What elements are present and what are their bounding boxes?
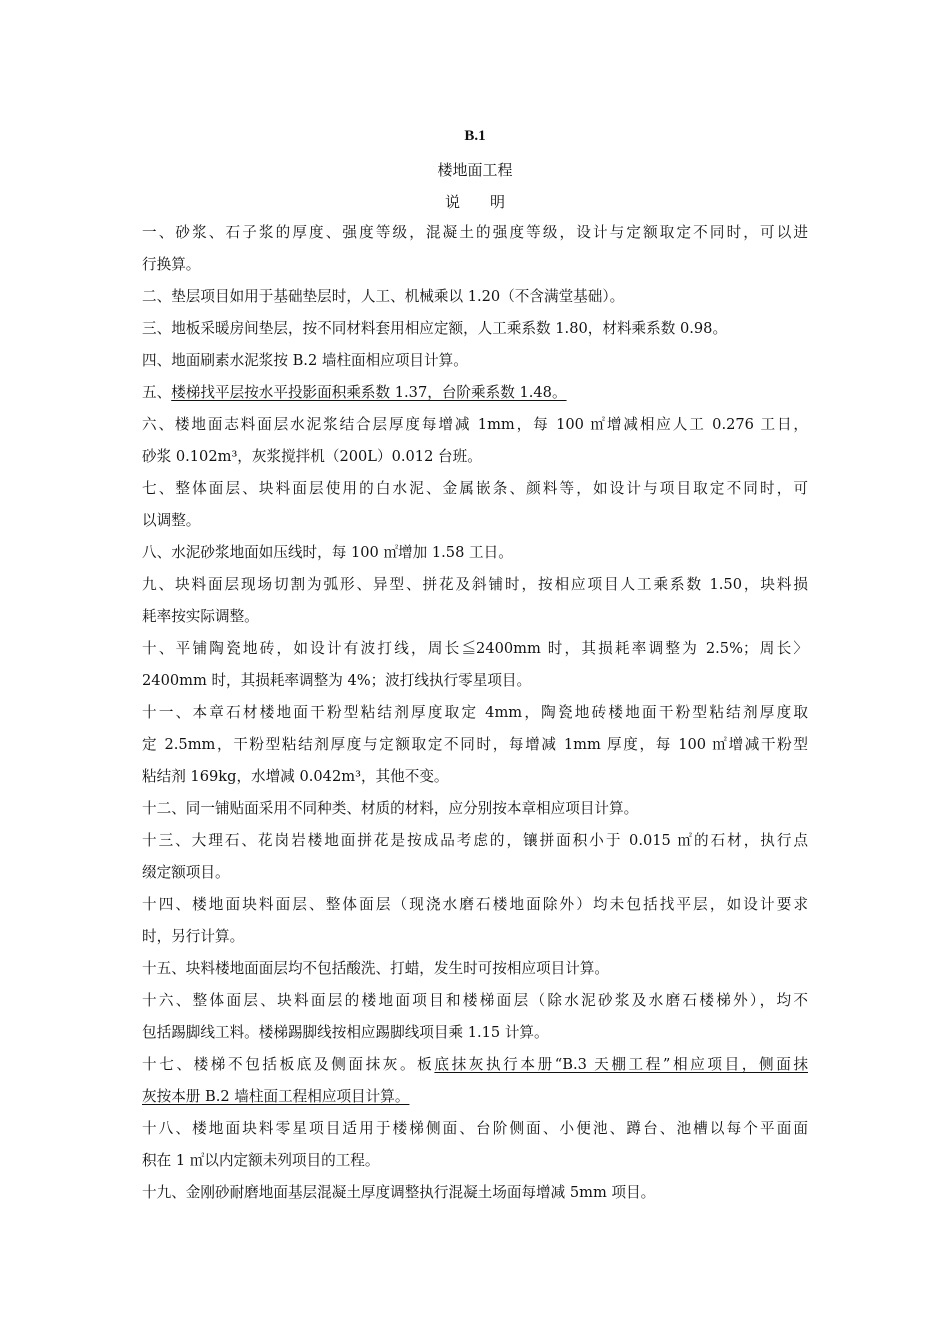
clause-paragraph [142, 222, 808, 286]
clause-line [142, 286, 808, 318]
clause-line [142, 222, 808, 254]
clause-paragraph [142, 702, 808, 798]
clause-line [142, 1150, 808, 1182]
clause-line [142, 670, 808, 702]
chapter-title: 楼地面工程 [437, 161, 513, 179]
clause-text: 行换算。 [142, 256, 201, 273]
clause-paragraph [142, 638, 808, 702]
clause-text: 十、平铺陶瓷地砖，如设计有波打线，周长≦2400mm 时，其损耗率调整为 2.5%；周长〉 [142, 640, 808, 657]
clause-paragraph [142, 958, 808, 990]
clause-text: 2400mm 时，其损耗率调整为 4%；波打线执行零星项目。 [142, 672, 532, 689]
underlined-text: 楼梯找平层按水平投影面积乘系数 1.37，台阶乘系数 1.48。 [171, 384, 567, 401]
clause-paragraph [142, 574, 808, 638]
clause-line [142, 638, 808, 670]
clause-text: 积在 1 ㎡以内定额未列项目的工程。 [142, 1152, 380, 1169]
clause-text: 十六、整体面层、块料面层的楼地面项目和楼梯面层（除水泥砂浆及水磨石楼梯外），均不 [142, 992, 808, 1009]
clause-paragraph [142, 350, 808, 382]
clause-line [142, 766, 808, 798]
underlined-text: 底抹灰执行本册“B.3 天棚工程”相应项目，侧面抹 [434, 1056, 808, 1073]
clause-line [142, 990, 808, 1022]
clause-line [142, 446, 808, 478]
clause-text: 十一、本章石材楼地面干粉型粘结剂厚度取定 4mm，陶瓷地砖楼地面干粉型粘结剂厚度取 [142, 704, 808, 721]
clause-text: 时，另行计算。 [142, 928, 245, 945]
clause-line [142, 350, 808, 382]
clause-paragraph [142, 830, 808, 894]
clause-line [142, 1182, 808, 1214]
clause-paragraph [142, 542, 808, 574]
clause-text: 三、地板采暖房间垫层，按不同材料套用相应定额，人工乘系数 1.80，材料乘系数 0.98。 [142, 320, 728, 337]
clause-line [142, 702, 808, 734]
clause-line [142, 574, 808, 606]
clause-text: 以调整。 [142, 512, 201, 529]
clause-line [142, 1118, 808, 1150]
clause-text: 八、水泥砂浆地面如压线时，每 100 ㎡增加 1.58 工日。 [142, 544, 513, 561]
clause-text: 十四、楼地面块料面层、整体面层（现浇水磨石楼地面除外）均未包括找平层，如设计要求 [142, 896, 808, 913]
clause-line [142, 382, 808, 414]
clause-line [142, 862, 808, 894]
clause-line [142, 798, 808, 830]
clause-text: 五、 [142, 384, 172, 401]
clause-text: 二、垫层项目如用于基础垫层时，人工、机械乘以 1.20（不含满堂基础）。 [142, 288, 625, 305]
clause-paragraph [142, 1054, 808, 1118]
clause-line [142, 1086, 808, 1118]
clause-text: 六、楼地面志料面层水泥浆结合层厚度每增减 1mm，每 100 ㎡增减相应人工 0.276 工日， [142, 416, 808, 433]
clause-text: 一、砂浆、石子浆的厚度、强度等级，混凝土的强度等级，设计与定额取定不同时，可以进 [142, 224, 808, 241]
clause-text: 四、地面刷素水泥浆按 B.2 墙柱面相应项目计算。 [142, 352, 468, 369]
clause-line [142, 606, 808, 638]
clause-paragraph [142, 286, 808, 318]
clause-line [142, 510, 808, 542]
clause-text: 十九、金刚砂耐磨地面基层混凝土厚度调整执行混凝土场面每增减 5mm 项目。 [142, 1184, 656, 1201]
clause-line [142, 1022, 808, 1054]
clause-text: 十七、楼梯不包括板底及侧面抹灰。板 [142, 1056, 435, 1073]
clause-paragraph [142, 1182, 808, 1214]
clause-text: 十八、楼地面块料零星项目适用于楼梯侧面、台阶侧面、小便池、蹲台、池槽以每个平面面 [142, 1120, 808, 1137]
clause-paragraph [142, 990, 808, 1054]
clause-paragraph [142, 1118, 808, 1182]
clause-line [142, 478, 808, 510]
clause-line [142, 734, 808, 766]
clause-paragraph [142, 414, 808, 478]
clause-text: 十三、大理石、花岗岩楼地面拼花是按成品考虑的，镶拼面积小于 0.015 ㎡的石材，执行点 [142, 832, 808, 849]
underlined-text: 灰按本册 B.2 墙柱面工程相应项目计算。 [142, 1088, 410, 1105]
clause-paragraph [142, 318, 808, 350]
clause-line [142, 1054, 808, 1086]
clause-line [142, 958, 808, 990]
clause-list [142, 222, 808, 1214]
clause-text: 九、块料面层现场切割为弧形、异型、拼花及斜铺时，按相应项目人工乘系数 1.50，块料损 [142, 576, 808, 593]
clause-text: 耗率按实际调整。 [142, 608, 259, 625]
clause-paragraph [142, 894, 808, 958]
clause-line [142, 830, 808, 862]
clause-line [142, 926, 808, 958]
clause-text: 十二、同一铺贴面采用不同种类、材质的材料，应分别按本章相应项目计算。 [142, 800, 639, 817]
clause-line [142, 254, 808, 286]
clause-text: 定 2.5mm，干粉型粘结剂厚度与定额取定不同时，每增减 1mm 厚度，每 100 ㎡增减干粉型 [142, 736, 808, 753]
clause-line [142, 318, 808, 350]
clause-text: 包括踢脚线工料。楼梯踢脚线按相应踢脚线项目乘 1.15 计算。 [142, 1024, 549, 1041]
clause-line [142, 542, 808, 574]
clause-paragraph [142, 382, 808, 414]
clause-paragraph [142, 798, 808, 830]
notes-heading: 说明 [444, 193, 535, 211]
clause-text: 缀定额项目。 [142, 864, 230, 881]
clause-line [142, 414, 808, 446]
clause-line [142, 894, 808, 926]
clause-text: 粘结剂 169kg，水增减 0.042m³，其他不变。 [142, 768, 449, 785]
clause-text: 十五、块料楼地面面层均不包括酸洗、打蜡，发生时可按相应项目计算。 [142, 960, 610, 977]
clause-text: 砂浆 0.102m³，灰浆搅拌机（200L）0.012 台班。 [142, 448, 482, 465]
section-code: B.1 [464, 128, 486, 144]
clause-text: 七、整体面层、块料面层使用的白水泥、金属嵌条、颜料等，如设计与项目取定不同时，可 [142, 480, 808, 497]
clause-paragraph [142, 478, 808, 542]
